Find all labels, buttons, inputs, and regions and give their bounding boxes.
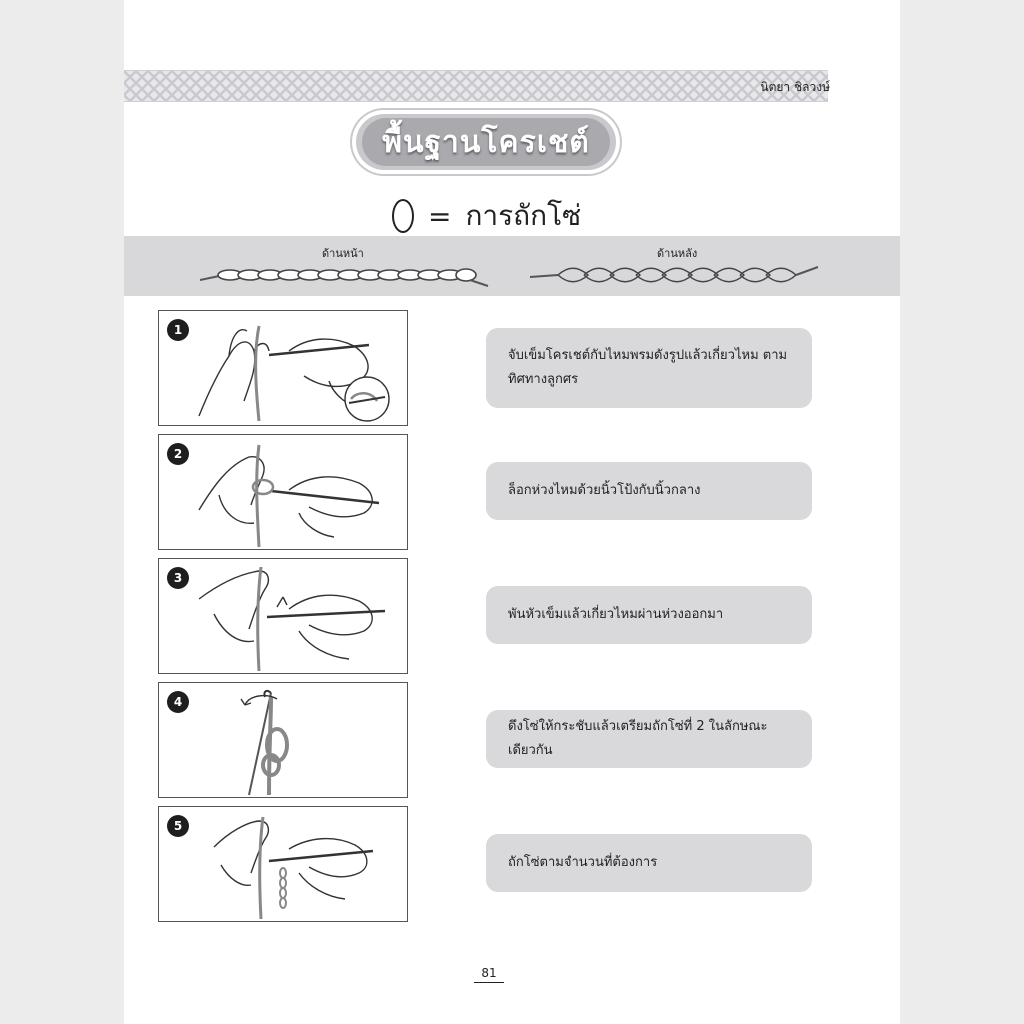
hand-hook-illustration-2 <box>159 435 407 549</box>
step-1-instruction <box>486 328 812 408</box>
step-2-illustration <box>158 434 408 550</box>
chain-stitch-symbol-icon <box>392 199 414 233</box>
step-5-instruction <box>486 834 812 892</box>
page-title: พื้นฐานโครเชต์ <box>382 124 590 160</box>
page-number: 81 <box>474 966 504 983</box>
step-2-text: ล็อกห่วงไหมด้วยนิ้วโป้งกับนิ้วกลาง <box>508 483 701 498</box>
book-page <box>124 0 900 1024</box>
step-3-text: พันหัวเข็มแล้วเกี่ยวไหมผ่านห่วงออกมา <box>508 607 724 622</box>
step-5-illustration <box>158 806 408 922</box>
step-5-text: ถักโซ่ตามจำนวนที่ต้องการ <box>508 855 658 870</box>
step-number-badge: 5 <box>167 815 189 837</box>
decorative-header-band <box>124 70 828 102</box>
symbol-equals: = <box>428 199 452 233</box>
step-3-instruction <box>486 586 812 644</box>
symbol-definition <box>392 196 581 236</box>
step-2-instruction <box>486 462 812 520</box>
step-4-instruction <box>486 710 812 768</box>
step-number-badge: 4 <box>167 691 189 713</box>
hand-hook-illustration-5 <box>159 807 407 921</box>
step-3-illustration <box>158 558 408 674</box>
title-banner-inner <box>362 118 610 166</box>
step-number-badge: 1 <box>167 319 189 341</box>
step-1-text: จับเข็มโครเชต์กับไหมพรมดังรูปแล้วเกี่ยวไหม ตามทิศทางลูกศร <box>508 348 788 387</box>
step-1-illustration <box>158 310 408 426</box>
title-banner <box>352 110 620 174</box>
hand-hook-illustration-1 <box>159 311 407 425</box>
step-number-badge: 2 <box>167 443 189 465</box>
step-number-badge: 3 <box>167 567 189 589</box>
hand-hook-illustration-3 <box>159 559 407 673</box>
author-name: นิตยา ชิลวงษ์ <box>760 80 830 94</box>
step-4-text: ดึงโซ่ให้กระชับแล้วเตรียมถักโซ่ที่ 2 ในลักษณะเดียวกัน <box>508 719 768 758</box>
symbol-name: การถักโซ่ <box>465 199 582 232</box>
front-side-label: ด้านหน้า <box>322 247 364 260</box>
hook-loop-illustration-4 <box>159 683 407 797</box>
back-side-label: ด้านหลัง <box>657 247 698 260</box>
step-4-illustration <box>158 682 408 798</box>
back-chain-illustration <box>530 262 820 288</box>
front-chain-illustration <box>200 262 490 288</box>
